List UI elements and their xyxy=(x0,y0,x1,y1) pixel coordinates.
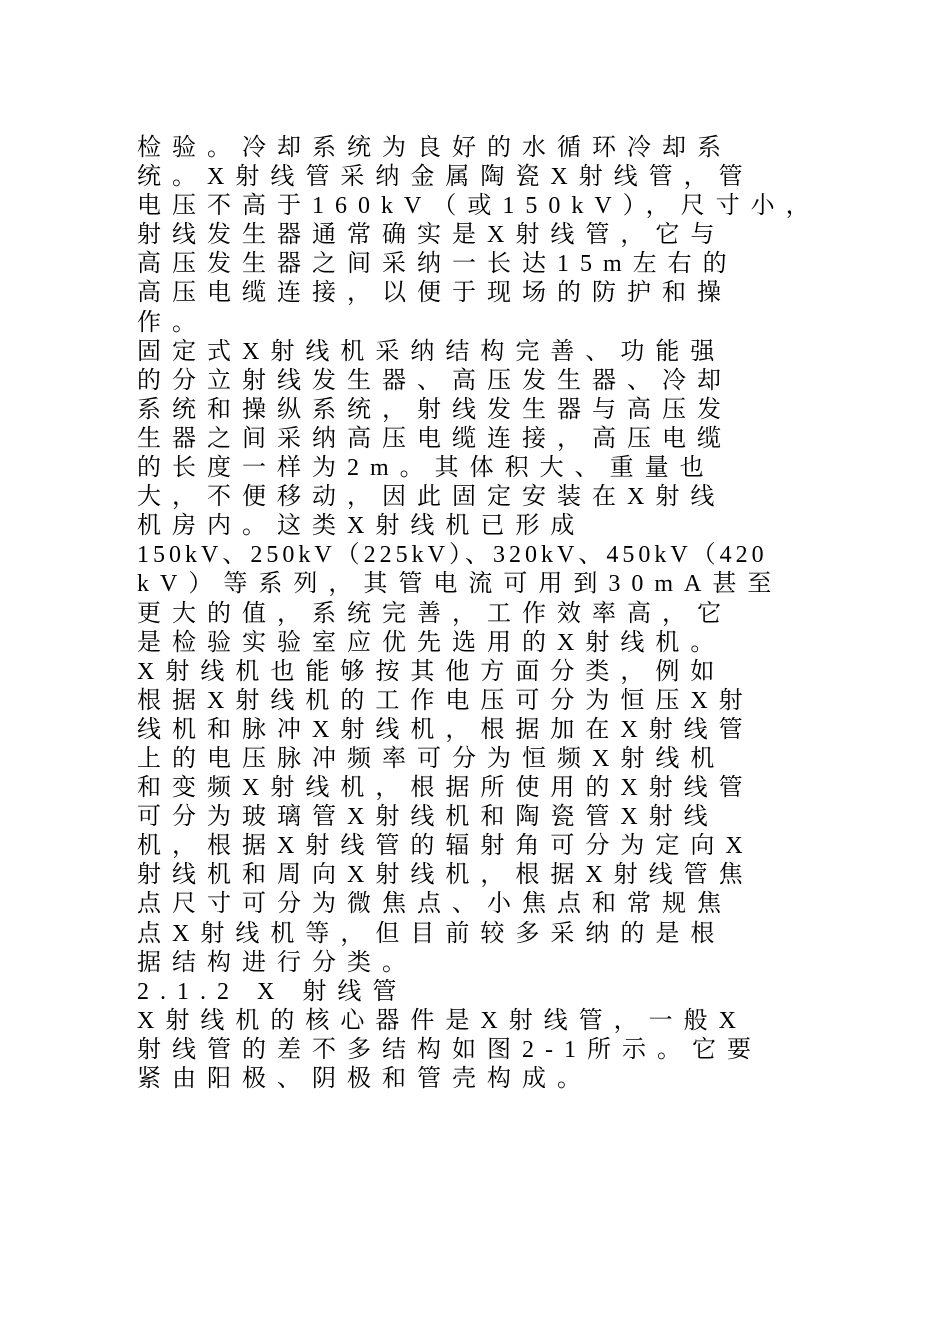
text-line: 机，根据X射线管的辐射角可分为定向X xyxy=(137,833,754,860)
text-line: 的分立射线发生器、高压发生器、冷却 xyxy=(137,367,732,394)
text-line: 和变频X射线机，根据所使用的X射线管 xyxy=(137,775,754,802)
paragraph-start-line: X射线机也能够按其他方面分类，例如 xyxy=(137,658,726,685)
text-line: 的长度一样为2m。其体积大、重量也 xyxy=(137,455,715,482)
text-line: 电压不高于160kV（或150kV），尺寸小， xyxy=(137,193,821,220)
text-line: 高压电缆连接，以便于现场的防护和操 xyxy=(137,280,732,307)
text-line: 根据X射线机的工作电压可分为恒压X射 xyxy=(137,687,754,714)
text-line: 上的电压脉冲频率可分为恒频X射线机 xyxy=(137,745,726,772)
text-line: 作。 xyxy=(137,309,207,336)
text-line: 大，不便移动，因此固定安装在X射线 xyxy=(137,484,726,511)
text-line: 机房内。这类X射线机已形成 xyxy=(137,513,586,540)
text-line: 紧由阳极、阴极和管壳构成。 xyxy=(137,1066,592,1092)
text-line: 点尺寸可分为微焦点、小焦点和常规焦 xyxy=(137,891,732,918)
text-line: kV）等系列，其管电流可用到30mA甚至 xyxy=(137,571,783,598)
section-heading: 2.1.2 X 射线管 xyxy=(137,978,408,1005)
document-body xyxy=(137,134,821,1094)
text-line: 检验。冷却系统为良好的水循环冷却系 xyxy=(137,135,732,161)
text-line: 可分为玻璃管X射线机和陶瓷管X射线 xyxy=(137,804,719,831)
text-line: 射线管的差不多结构如图2-1所示。它要 xyxy=(137,1036,762,1063)
text-line: 统。X射线管采纳金属陶瓷X射线管，管 xyxy=(137,164,754,191)
text-line: 射线发生器通常确实是X射线管，它与 xyxy=(137,222,726,249)
text-line: 生器之间采纳高压电缆连接，高压电缆 xyxy=(137,425,732,452)
text-line: 射线机和周向X射线机，根据X射线管焦 xyxy=(137,862,754,889)
text-line: 更大的值，系统完善，工作效率高，它 xyxy=(137,600,732,627)
text-line: 150kV、250kV（225kV）、320kV、450kV（420 xyxy=(137,542,768,569)
text-line: 系统和操纵系统，射线发生器与高压发 xyxy=(137,396,732,423)
paragraph-start-line: X射线机的核心器件是X射线管，一般X xyxy=(137,1007,747,1034)
paragraph-start-line: 固定式X射线机采纳结构完善、功能强 xyxy=(137,338,726,365)
text-line: 高压发生器之间采纳一长达15m左右的 xyxy=(137,251,738,278)
text-line: 是检验实验室应优先选用的X射线机。 xyxy=(137,629,726,656)
text-line: 线机和脉冲X射线机，根据加在X射线管 xyxy=(137,716,754,743)
text-line: 据结构进行分类。 xyxy=(137,949,417,976)
text-line: 点X射线机等，但目前较多采纳的是根 xyxy=(137,920,726,947)
